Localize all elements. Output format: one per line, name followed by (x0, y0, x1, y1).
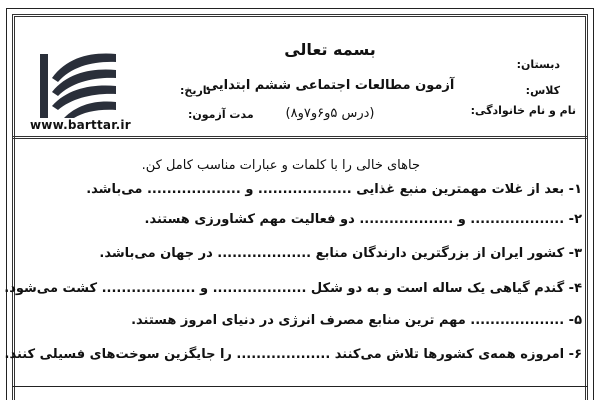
question-3: ۳- کشور ایران از بزرگترین دارندگان منابع ................... در جهان می‌باشد. (99, 246, 582, 261)
class-label: کلاس: (525, 84, 560, 97)
name-label: نام و نام خانوادگی: (470, 104, 576, 117)
question-1: ۱- بعد از غلات مهمترین منبع غذایی ................... و ................... می‌باشد. (86, 182, 582, 197)
bottom-divider (12, 386, 588, 387)
header-divider (12, 136, 588, 139)
page-title: بسمه تعالی (284, 40, 376, 59)
question-5: ۵- ................... مهم ترین منابع مصرف انرژی در دنیای امروز هستند. (131, 313, 582, 328)
question-2: ۲- ................... و ................... دو فعالیت مهم کشاورزی هستند. (144, 212, 582, 227)
lesson-range: (درس ۵و۶و۷و۸) (285, 106, 375, 121)
instruction-text: جاهای خالی را با کلمات و عبارات مناسب کامل کن. (141, 158, 420, 173)
school-label: دبستان: (516, 58, 560, 71)
date-label: تاریخ: (180, 84, 212, 97)
exam-subtitle: آزمون مطالعات اجتماعی ششم ابتدایی (205, 78, 455, 93)
website-url: www.barttar.ir (30, 118, 131, 132)
question-4: ۴- گندم گیاهی یک ساله است و به دو شکل ................... و ................... کشت می‌شود. (4, 281, 582, 296)
question-6: ۶- امروزه همه‌ی کشورها تلاش می‌کنند ................... را جایگزین سوخت‌های فسیلی کنند. (4, 347, 582, 362)
duration-label: مدت آزمون: (188, 108, 254, 121)
